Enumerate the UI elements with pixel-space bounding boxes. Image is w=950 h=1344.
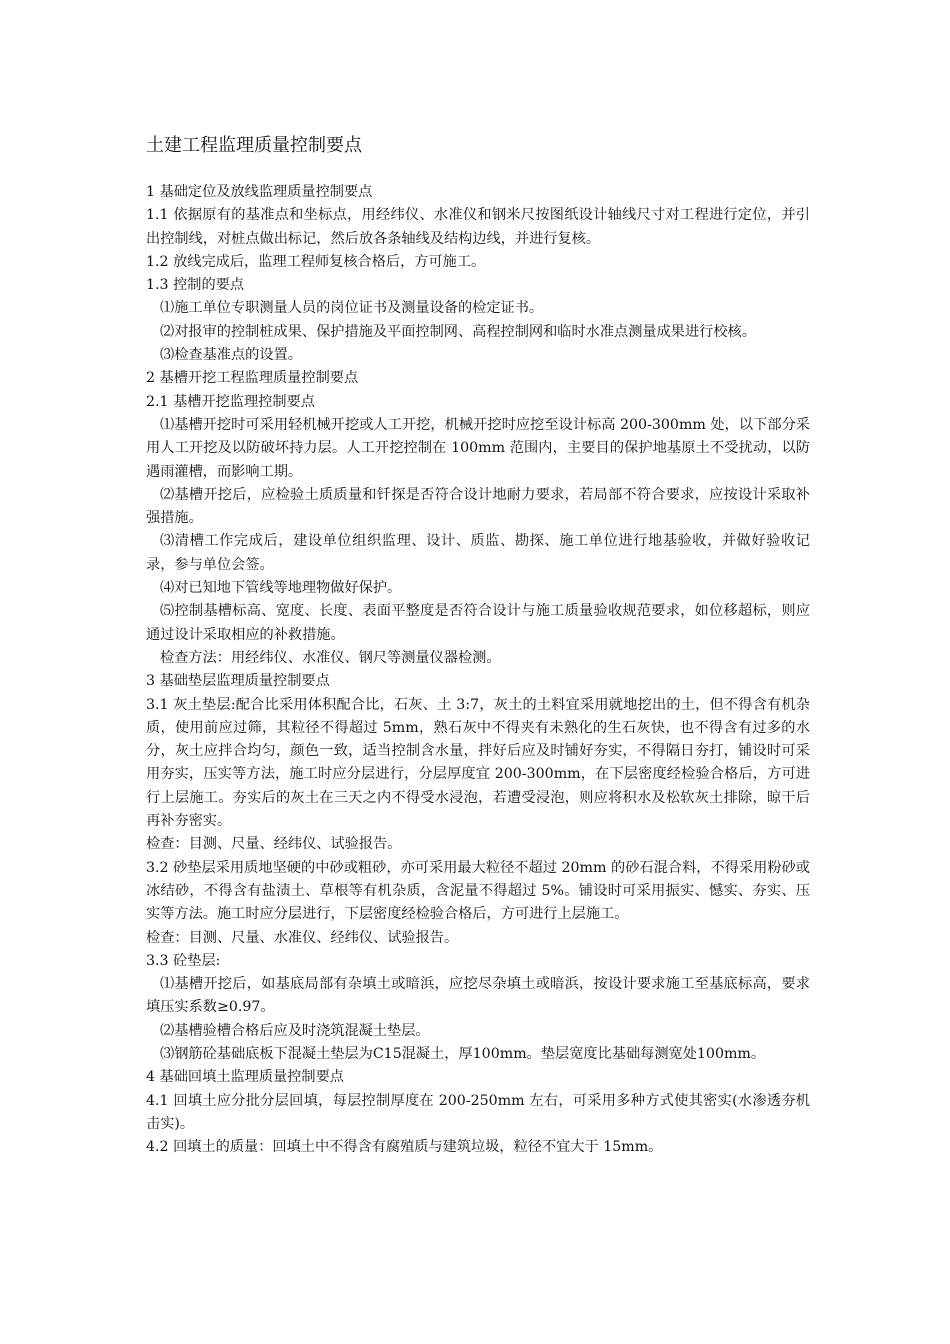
paragraph: 检查：目测、尺量、经纬仪、试验报告。 <box>146 836 402 853</box>
paragraph: 1 基础定位及放线监理质量控制要点 <box>146 184 373 200</box>
paragraph: 1.3 控制的要点 <box>146 277 245 294</box>
paragraph: 2 基槽开挖工程监理质量控制要点 <box>146 370 359 387</box>
paragraph: 1.1 依据原有的基准点和坐标点，用经纬仪、水准仪和钢米尺按图纸设计轴线尺寸对工程进行定位，并引出控制线，对桩点做出标记，然后放各条轴线及结构边线，并进行复核。 <box>146 207 810 247</box>
paragraph: 3.1 灰土垫层:配合比采用体积配合比，石灰、土 3:7，灰土的土料宜采用就地挖出的土，但不得含有机杂质，使用前应过筛，其粒径不得超过 5mm，熟石灰中不得夹有未熟化的生石灰快，也不得含有过多的水分，灰土应拌合均匀，颜色一致，适当控制含水量，拌好后应及时铺好夯实，不得隔日夯打，铺设时可采用夯实，压实等方法，施工时应分层进行，分层厚度宜 200-300mm，在下层密度经检验合格后，方可进行上层施工。夯实后的灰土在三天之内不得受水浸泡，若遭受浸泡，则应将积水及松软灰土排除，晾干后再补夯密实。 <box>146 696 810 830</box>
paragraph: 4 基础回填土监理质量控制要点 <box>146 1069 344 1086</box>
paragraph: ⑷对已知地下管线等地理物做好保护。 <box>160 580 402 597</box>
paragraph: 4.2 回填土的质量：回填土中不得含有腐殖质与建筑垃圾，粒径不宜大于 15mm。 <box>146 1139 663 1156</box>
paragraph: ⑵基槽验槽合格后应及时浇筑混凝土垫层。 <box>160 1022 430 1039</box>
paragraph: 检查：目测、尺量、水准仪、经纬仪、试验报告。 <box>146 929 459 946</box>
paragraph: ⑴基槽开挖时可采用轻机械开挖或人工开挖，机械开挖时应挖至设计标高 200-300mm 处，以下部分采用人工开挖及以防破坏持力层。人工开挖控制在 100mm 范围内，主要目的保护地基原土不受扰动，以防遇雨灌槽，而影响工期。 <box>146 416 810 480</box>
paragraph: ⑴基槽开挖后，如基底局部有杂填土或暗浜，应挖尽杂填土或暗浜，按设计要求施工至基底标高，要求填压实系数≥0.97。 <box>146 976 810 1016</box>
paragraph: 3 基础垫层监理质量控制要点 <box>146 673 330 690</box>
paragraph: ⑶清槽工作完成后，建设单位组织监理、设计、质监、勘探、施工单位进行地基验收，并做好验收记录，参与单位会签。 <box>146 533 810 573</box>
paragraph: ⑵基槽开挖后，应检验土质质量和钎探是否符合设计地耐力要求，若局部不符合要求，应按设计采取补强措施。 <box>146 486 810 527</box>
paragraph: ⑶检查基准点的设置。 <box>160 347 302 364</box>
paragraph: ⑵对报审的控制桩成果、保护措施及平面控制网、高程控制网和临时水准点测量成果进行校核。 <box>160 323 756 340</box>
paragraph: 2.1 基槽开挖监理控制要点 <box>146 393 315 410</box>
document-body <box>146 181 810 1159</box>
paragraph: 3.2 砂垫层采用质地坚硬的中砂或粗砂，亦可采用最大粒径不超过 20mm 的砂石混合料，不得采用粉砂或冰结砂，不得含有盐渍土、草根等有机杂质，含泥量不得超过 5%。铺设时可采用振实、憾实、夯实、压实等方法。施工时应分层进行，下层密度经检验合格后，方可进行上层施工。 <box>146 859 810 923</box>
paragraph: 1.2 放线完成后，监理工程师复核合格后，方可施工。 <box>146 253 486 270</box>
paragraph: ⑸控制基槽标高、宽度、长度、表面平整度是否符合设计与施工质量验收规范要求，如位移超标，则应通过设计采取相应的补救措施。 <box>146 603 810 643</box>
paragraph: ⑶钢筋砼基础底板下混凝土垫层为C15混凝土，厚100mm。垫层宽度比基础每测宽处100mm。 <box>160 1045 766 1062</box>
paragraph: 3.3 砼垫层: <box>146 952 221 969</box>
paragraph: 4.1 回填土应分批分层回填，每层控制厚度在 200-250mm 左右，可采用多种方式使其密实(水渗透夯机击实)。 <box>146 1092 810 1132</box>
paragraph: ⑴施工单位专职测量人员的岗位证书及测量设备的检定证书。 <box>160 300 544 317</box>
paragraph: 检查方法：用经纬仪、水准仪、钢尺等测量仪器检测。 <box>160 649 501 666</box>
document-title: 土建工程监理质量控制要点 <box>146 135 362 156</box>
